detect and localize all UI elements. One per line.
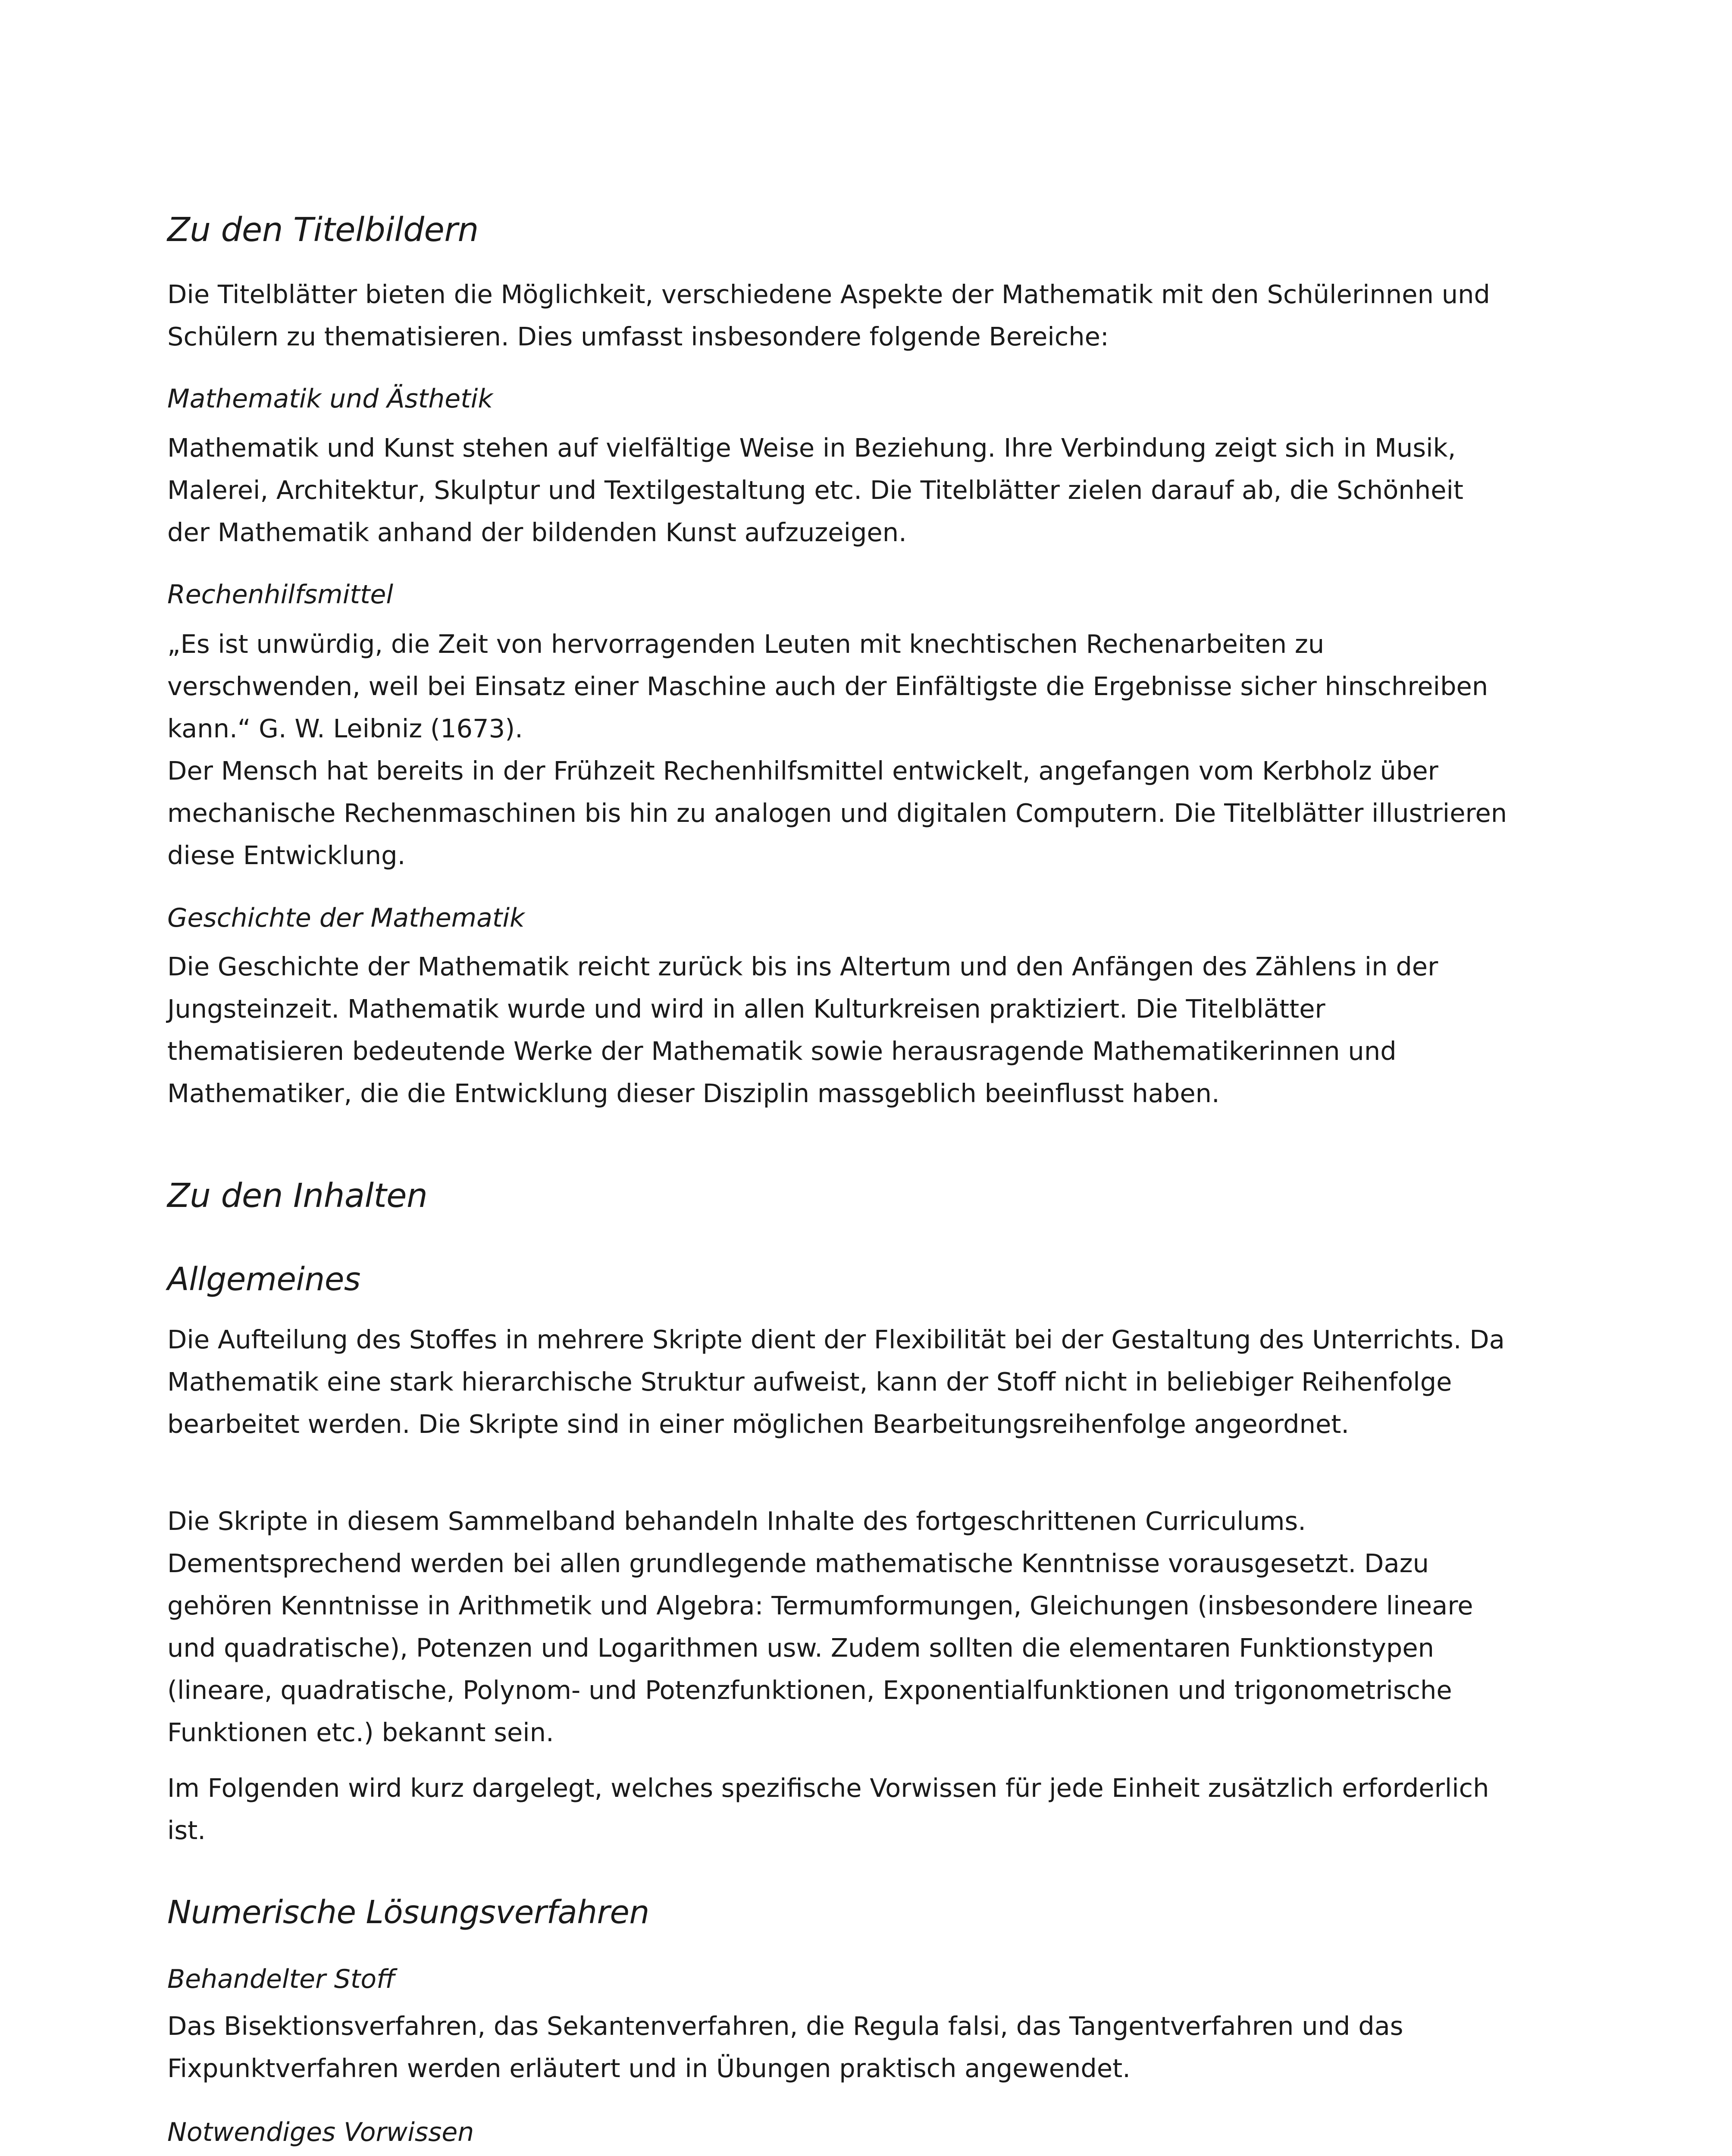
paragraph-allgemeines-1: Die Aufteilung des Stoffes in mehrere Skripte dient der Flexibilität bei der Gestaltung des Unterrichts. Da Mathematik eine stark hierarchische Struktur aufweist, kann der Stoff nicht in beliebiger Reihenfolge bearbeitet werden. Die Skripte sind in einer möglichen Bearbeitungsreihenfolge angeordnet. [167, 1325, 1505, 1439]
heading-inhalte: Zu den Inhalten [167, 1177, 428, 1215]
paragraph-aesthetik: Mathematik und Kunst stehen auf vielfältige Weise in Beziehung. Ihre Verbindung zeigt sich in Musik, Malerei, Architektur, Skulptur und Textilgestaltung etc. Die Titelblätter zielen darauf ab, die Schönheit der Mathematik anhand der bildenden Kunst aufzuzeigen. [167, 433, 1464, 547]
leibniz-quote: „Es ist unwürdig, die Zeit von hervorragenden Leuten mit knechtischen Rechenarbeiten zu verschwenden, weil bei Einsatz einer Maschine auch der Einfältigste die Ergebnisse sicher hinschreiben kann.“ G. W. Leibniz (1673). [167, 629, 1488, 743]
paragraph-allgemeines-2: Die Skripte in diesem Sammelband behandeln Inhalte des fortgeschrittenen Curriculums. Dementsprechend werden bei allen grundlegende mathematische Kenntnisse vorausgesetzt. Dazu gehören Kenntnisse in Arithmetik und Algebra: Termumformungen, Gleichungen (insbesondere lineare und quadratische), Potenzen und Logarithmen usw. Zudem sollten die elementaren Funktionstypen (lineare, quadratische, Polynom- und Potenzfunktionen, Exponentialfunktionen und trigonometrische Funktionen etc.) bekannt sein. [167, 1506, 1473, 1747]
paragraph-allgemeines-3: Im Folgenden wird kurz dargelegt, welches spezifische Vorwissen für jede Einheit zusätzlich erforderlich ist. [167, 1773, 1489, 1845]
subheading-vorwissen: Notwendiges Vorwissen [167, 2117, 474, 2147]
paragraph-rechenhilfsmittel: Der Mensch hat bereits in der Frühzeit Rechenhilfsmittel entwickelt, angefangen vom Kerbholz über mechanische Rechenmaschinen bis hin zu analogen und digitalen Computern. Die Titelblätter illustrieren diese Entwicklung. [167, 756, 1507, 870]
intro-paragraph: Die Titelblätter bieten die Möglichkeit, verschiedene Aspekte der Mathematik mit den Schülerinnen und Schülern zu thematisieren. Dies umfasst insbesondere folgende Bereiche: [167, 279, 1490, 351]
subheading-geschichte: Geschichte der Mathematik [167, 903, 525, 933]
paragraph-geschichte: Die Geschichte der Mathematik reicht zurück bis ins Altertum und den Anfängen des Zählens in der Jungsteinzeit. Mathematik wurde und wird in allen Kulturkreisen praktiziert. Die Titelblätter thematisieren bedeutende Werke der Mathematik sowie herausragende Mathematikerinnen und Mathematiker, die die Entwicklung dieser Disziplin massgeblich beeinflusst haben. [167, 952, 1438, 1108]
subheading-aesthetik: Mathematik und Ästhetik [167, 384, 493, 414]
subheading-behandelter-stoff: Behandelter Stoff [167, 1964, 395, 1994]
subheading-allgemeines: Allgemeines [167, 1261, 360, 1298]
heading-titelbilder: Zu den Titelbildern [167, 211, 479, 249]
paragraph-behandelter-stoff: Das Bisektionsverfahren, das Sekantenverfahren, die Regula falsi, das Tangentverfahren und das Fixpunktverfahren werden erläutert und in Übungen praktisch angewendet. [167, 2011, 1403, 2083]
subheading-numerisch: Numerische Lösungsverfahren [167, 1894, 649, 1931]
subheading-rechenhilfsmittel: Rechenhilfsmittel [167, 580, 394, 610]
